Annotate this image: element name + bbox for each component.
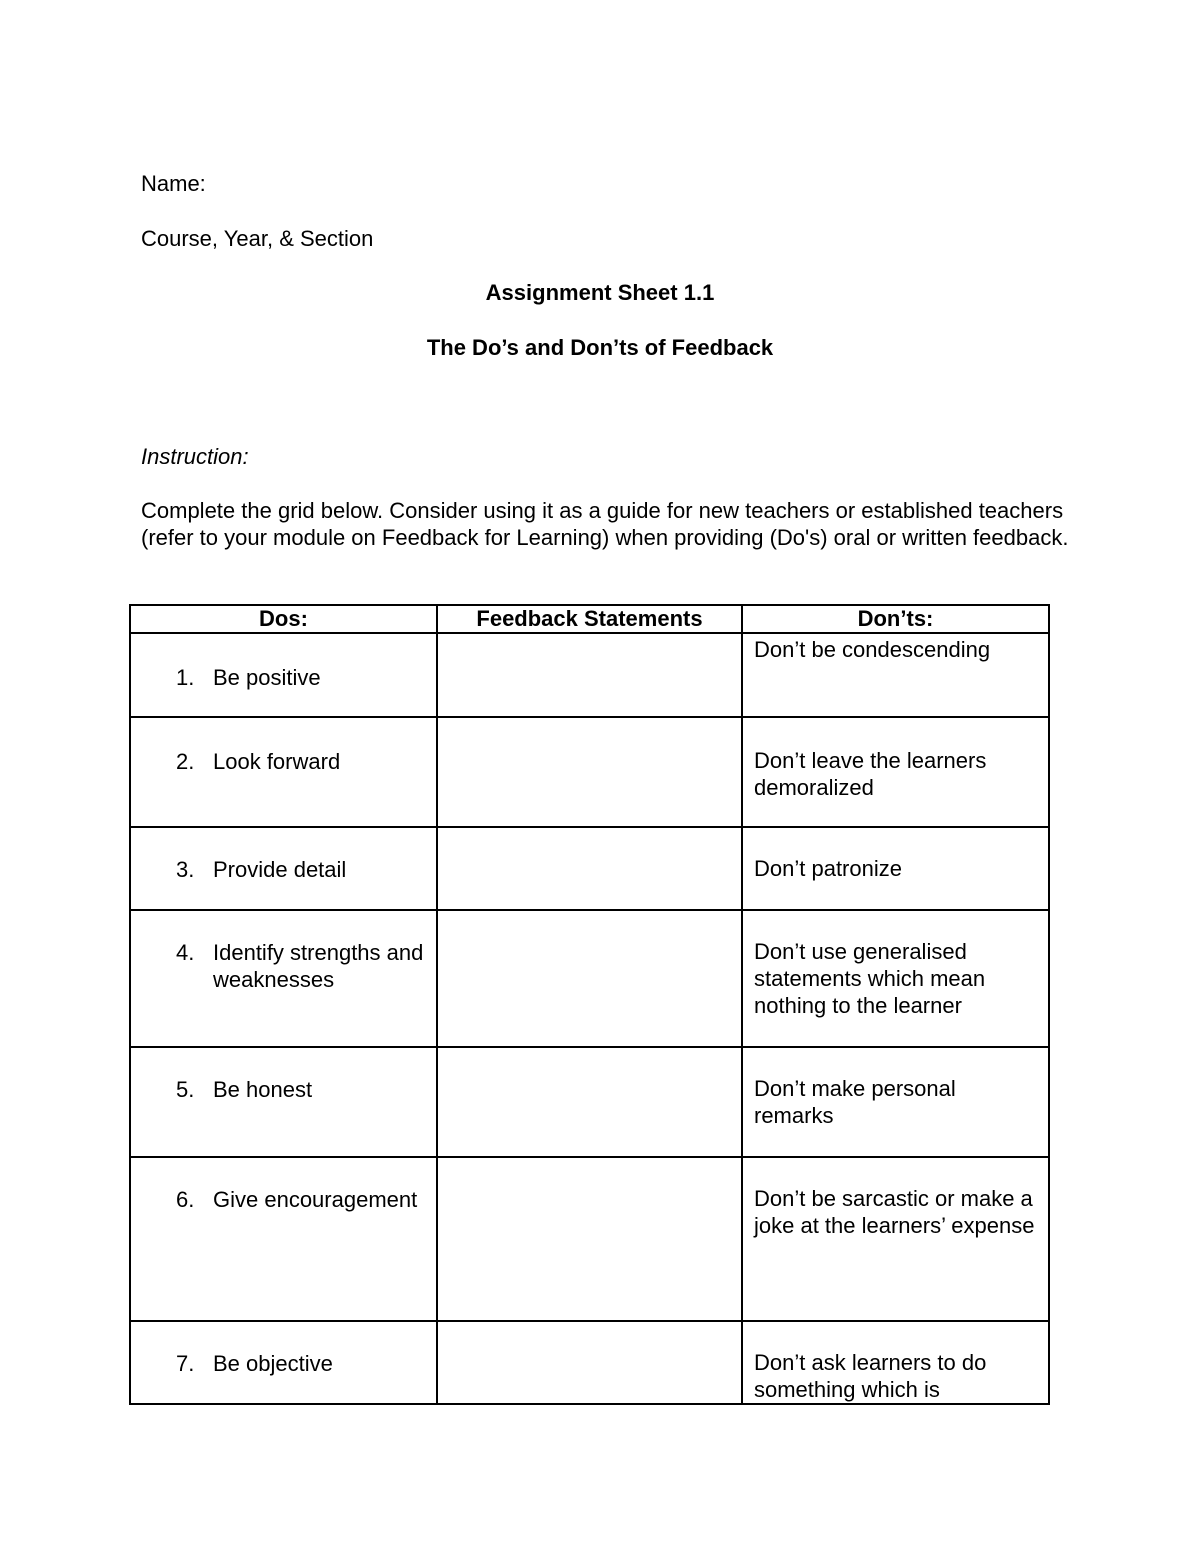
do-number: 5. [176,1077,195,1102]
do-number: 1. [176,665,195,690]
dont-text: Don’t be sarcastic or make a joke at the learners’ expense [754,1186,1035,1238]
feedback-statement-cell[interactable] [437,717,742,827]
dont-cell [742,910,1049,1047]
do-text: Be objective [213,1351,333,1376]
do-number: 4. [176,940,195,965]
do-number: 6. [176,1187,195,1212]
dont-cell [742,827,1049,910]
feedback-statement-cell[interactable] [437,633,742,717]
table-row [130,1157,1049,1321]
do-item [176,939,428,993]
header-feedback-statements: Feedback Statements [437,605,742,633]
header-dos: Dos: [130,605,437,633]
do-item [176,856,428,883]
instruction-text: Complete the grid below. Consider using it as a guide for new teachers or established teachers (refer to your module on Feedback for Learning) when providing (Do's) oral or written feedback. [141,498,1069,550]
grid-header-row [130,605,1049,633]
do-item [176,748,428,775]
table-row [130,717,1049,827]
do-cell [130,633,437,717]
do-item [176,1186,428,1213]
do-cell [130,1321,437,1404]
dont-text: Don’t leave the learners demoralized [754,748,987,800]
do-text: Be positive [213,665,321,690]
feedback-grid [129,604,1050,1405]
dont-text: Don’t patronize [754,856,902,881]
instruction-label: Instruction: [141,444,249,469]
dont-cell [742,1047,1049,1157]
dont-cell [742,633,1049,717]
feedback-statement-cell[interactable] [437,1157,742,1321]
dont-cell [742,1157,1049,1321]
do-cell [130,827,437,910]
dont-text: Don’t use generalised statements which mean nothing to the learner [754,939,986,1018]
do-number: 2. [176,749,195,774]
do-text: Give encouragement [213,1187,418,1212]
table-row [130,827,1049,910]
header-donts: Don’ts: [742,605,1049,633]
table-row [130,633,1049,717]
table-row [130,1047,1049,1157]
do-cell [130,1157,437,1321]
name-label: Name: [141,171,206,196]
feedback-statement-cell[interactable] [437,1047,742,1157]
do-text: Look forward [213,749,341,774]
page-subtitle: The Do’s and Don’ts of Feedback [426,335,774,360]
do-item [176,1076,428,1103]
do-number: 3. [176,857,195,882]
do-cell [130,1047,437,1157]
course-year-section-label: Course, Year, & Section [141,226,374,251]
dont-text: Don’t ask learners to do something which is [754,1350,987,1402]
dont-cell [742,1321,1049,1404]
dont-text: Don’t make personal remarks [754,1076,956,1128]
table-row [130,910,1049,1047]
do-cell [130,910,437,1047]
do-number: 7. [176,1351,195,1376]
table-row [130,1321,1049,1404]
do-text: Provide detail [213,857,347,882]
dont-cell [742,717,1049,827]
feedback-statement-cell[interactable] [437,1321,742,1404]
do-text: Be honest [213,1077,313,1102]
page-title: Assignment Sheet 1.1 [485,280,715,305]
do-text: Identify strengths and weaknesses [213,940,424,992]
dont-text: Don’t be condescending [754,637,991,662]
feedback-statement-cell[interactable] [437,910,742,1047]
feedback-statement-cell[interactable] [437,827,742,910]
do-cell [130,717,437,827]
do-item [176,1350,428,1377]
do-item [176,664,428,691]
